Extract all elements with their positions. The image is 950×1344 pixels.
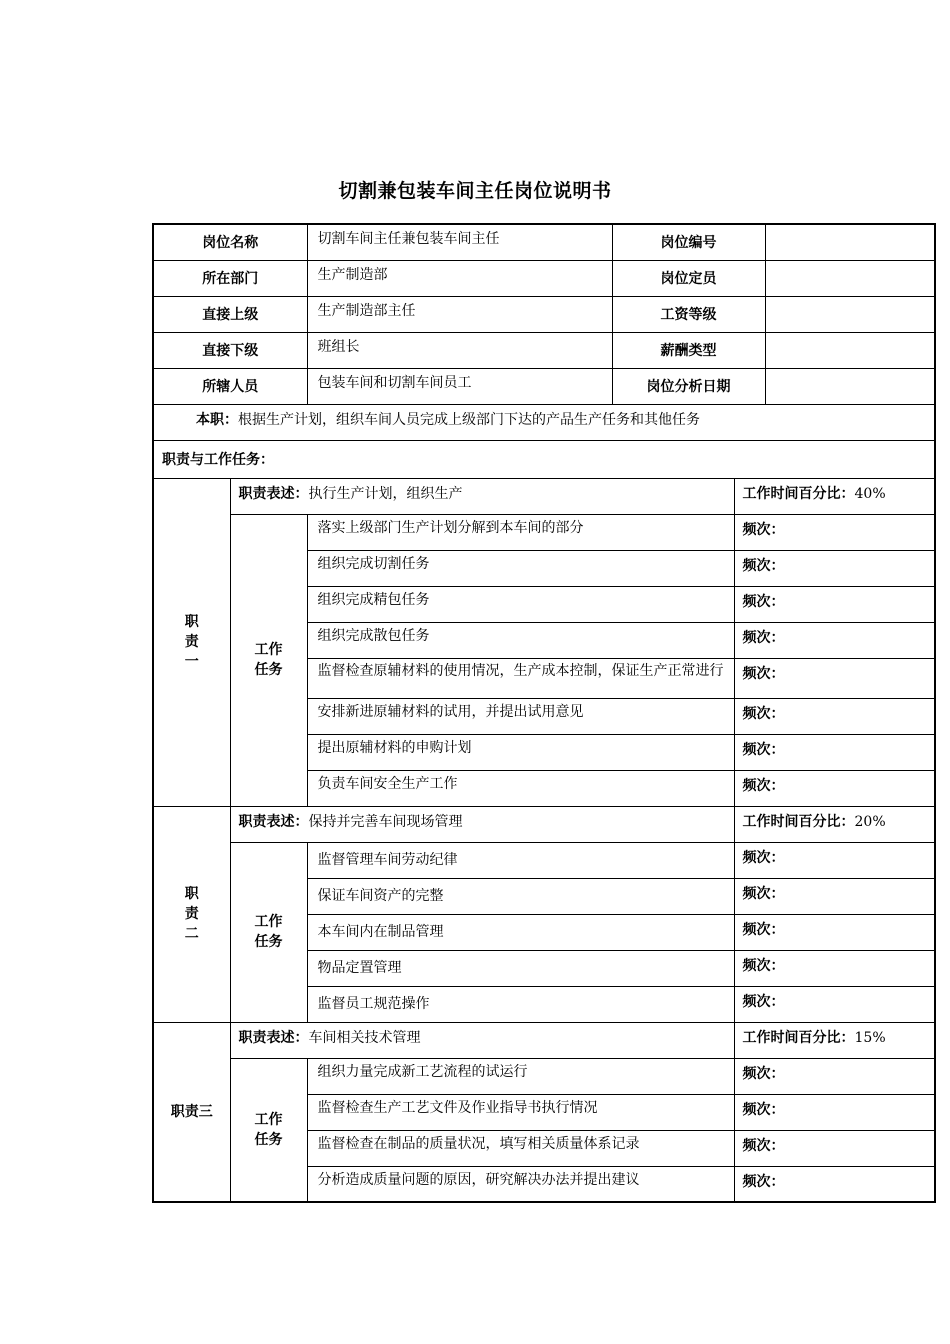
task-label: 工作任务	[254, 914, 283, 950]
task-cell: 组织完成散包任务	[307, 622, 734, 658]
duty-statement-row	[153, 806, 935, 842]
duty-statement-row	[153, 1022, 935, 1058]
task-cell: 监督管理车间劳动纪律	[307, 842, 734, 878]
frequency-cell: 频次：	[734, 734, 935, 770]
task-label-cell	[230, 514, 307, 806]
main-duty-label: 本职：	[196, 411, 238, 428]
frequency-cell: 频次：	[734, 1130, 935, 1166]
value-cell: 切割车间主任兼包装车间主任	[307, 224, 612, 260]
task-row	[153, 842, 935, 878]
statement-label: 职责表述：	[238, 485, 309, 502]
main-duty-text: 根据生产计划，组织车间人员完成上级部门下达的产品生产任务和其他任务	[238, 411, 700, 428]
task-cell: 本车间内在制品管理	[307, 914, 734, 950]
task-cell: 监督检查原辅材料的使用情况，生产成本控制，保证生产正常进行	[307, 658, 734, 698]
statement-label: 职责表述：	[238, 1029, 309, 1046]
task-cell: 物品定置管理	[307, 950, 734, 986]
header-row	[153, 260, 935, 296]
frequency-cell: 频次：	[734, 914, 935, 950]
frequency-cell: 频次：	[734, 658, 935, 698]
label-cell: 薪酬类型	[612, 332, 765, 368]
label-cell: 岗位编号	[612, 224, 765, 260]
duty-statement-cell	[230, 478, 734, 514]
label-cell: 直接上级	[153, 296, 307, 332]
frequency-cell: 频次：	[734, 950, 935, 986]
value-cell: 班组长	[307, 332, 612, 368]
main-duty-row	[153, 404, 935, 440]
frequency-cell: 频次：	[734, 514, 935, 550]
task-cell: 组织完成切割任务	[307, 550, 734, 586]
task-row	[153, 514, 935, 550]
duty-statement: 车间相关技术管理	[308, 1029, 421, 1046]
frequency-cell: 频次：	[734, 586, 935, 622]
task-label-cell	[230, 842, 307, 1022]
duty-statement-cell	[230, 1022, 734, 1058]
statement-label: 职责表述：	[238, 813, 309, 830]
frequency-cell: 频次：	[734, 1094, 935, 1130]
duty-name-cell: 职责三	[153, 1022, 230, 1202]
label-cell: 岗位名称	[153, 224, 307, 260]
percent-value: 40%	[854, 485, 886, 502]
frequency-cell: 频次：	[734, 550, 935, 586]
percent-label: 工作时间百分比：	[742, 485, 855, 502]
label-cell: 直接下级	[153, 332, 307, 368]
percent-value: 15%	[854, 1029, 886, 1046]
frequency-cell: 频次：	[734, 986, 935, 1022]
label-cell: 岗位定员	[612, 260, 765, 296]
header-row	[153, 296, 935, 332]
task-label: 工作任务	[254, 1111, 283, 1148]
frequency-cell: 频次：	[734, 698, 935, 734]
value-cell: 生产制造部	[307, 260, 612, 296]
percent-cell	[734, 1022, 935, 1058]
task-cell: 组织完成精包任务	[307, 586, 734, 622]
label-cell: 所在部门	[153, 260, 307, 296]
duty-statement-cell	[230, 806, 734, 842]
task-cell: 监督员工规范操作	[307, 986, 734, 1022]
duty-name: 职责二	[184, 886, 199, 942]
percent-label: 工作时间百分比：	[742, 1029, 855, 1046]
value-cell	[765, 332, 935, 368]
frequency-cell: 频次：	[734, 770, 935, 806]
percent-cell	[734, 806, 935, 842]
percent-label: 工作时间百分比：	[742, 813, 855, 830]
header-row	[153, 368, 935, 404]
value-cell: 包装车间和切割车间员工	[307, 368, 612, 404]
task-cell: 监督检查在制品的质量状况，填写相关质量体系记录	[307, 1130, 734, 1166]
duty-statement-row	[153, 478, 935, 514]
header-row	[153, 224, 935, 260]
percent-value: 20%	[854, 813, 886, 830]
task-label: 工作任务	[254, 642, 283, 678]
frequency-cell: 频次：	[734, 842, 935, 878]
document-title: 切割兼包装车间主任岗位说明书	[338, 180, 612, 202]
task-cell: 提出原辅材料的申购计划	[307, 734, 734, 770]
frequency-cell: 频次：	[734, 878, 935, 914]
task-cell: 负责车间安全生产工作	[307, 770, 734, 806]
task-cell: 监督检查生产工艺文件及作业指导书执行情况	[307, 1094, 734, 1130]
duty-name-cell	[153, 806, 230, 1022]
value-cell	[765, 368, 935, 404]
task-cell: 落实上级部门生产计划分解到本车间的部分	[307, 514, 734, 550]
task-cell: 安排新进原辅材料的试用，并提出试用意见	[307, 698, 734, 734]
duties-header-row	[153, 440, 935, 478]
frequency-cell: 频次：	[734, 1166, 935, 1202]
task-cell: 保证车间资产的完整	[307, 878, 734, 914]
value-cell	[765, 224, 935, 260]
main-duty-cell	[153, 404, 935, 440]
task-row	[153, 1058, 935, 1094]
duties-header-text: 职责与工作任务：	[162, 452, 274, 468]
value-cell: 生产制造部主任	[307, 296, 612, 332]
duty-name: 职责一	[184, 614, 199, 670]
duties-header-cell	[153, 440, 935, 478]
value-cell	[765, 260, 935, 296]
job-description-table	[152, 223, 936, 1203]
duty-statement: 保持并完善车间现场管理	[308, 813, 463, 830]
task-cell: 组织力量完成新工艺流程的试运行	[307, 1058, 734, 1094]
header-row	[153, 332, 935, 368]
label-cell: 工资等级	[612, 296, 765, 332]
percent-cell	[734, 478, 935, 514]
task-label-cell	[230, 1058, 307, 1202]
value-cell	[765, 296, 935, 332]
task-cell: 分析造成质量问题的原因，研究解决办法并提出建议	[307, 1166, 734, 1202]
duty-name-cell	[153, 478, 230, 806]
frequency-cell: 频次：	[734, 1058, 935, 1094]
duty-statement: 执行生产计划，组织生产	[308, 485, 463, 502]
label-cell: 岗位分析日期	[612, 368, 765, 404]
label-cell: 所辖人员	[153, 368, 307, 404]
frequency-cell: 频次：	[734, 622, 935, 658]
